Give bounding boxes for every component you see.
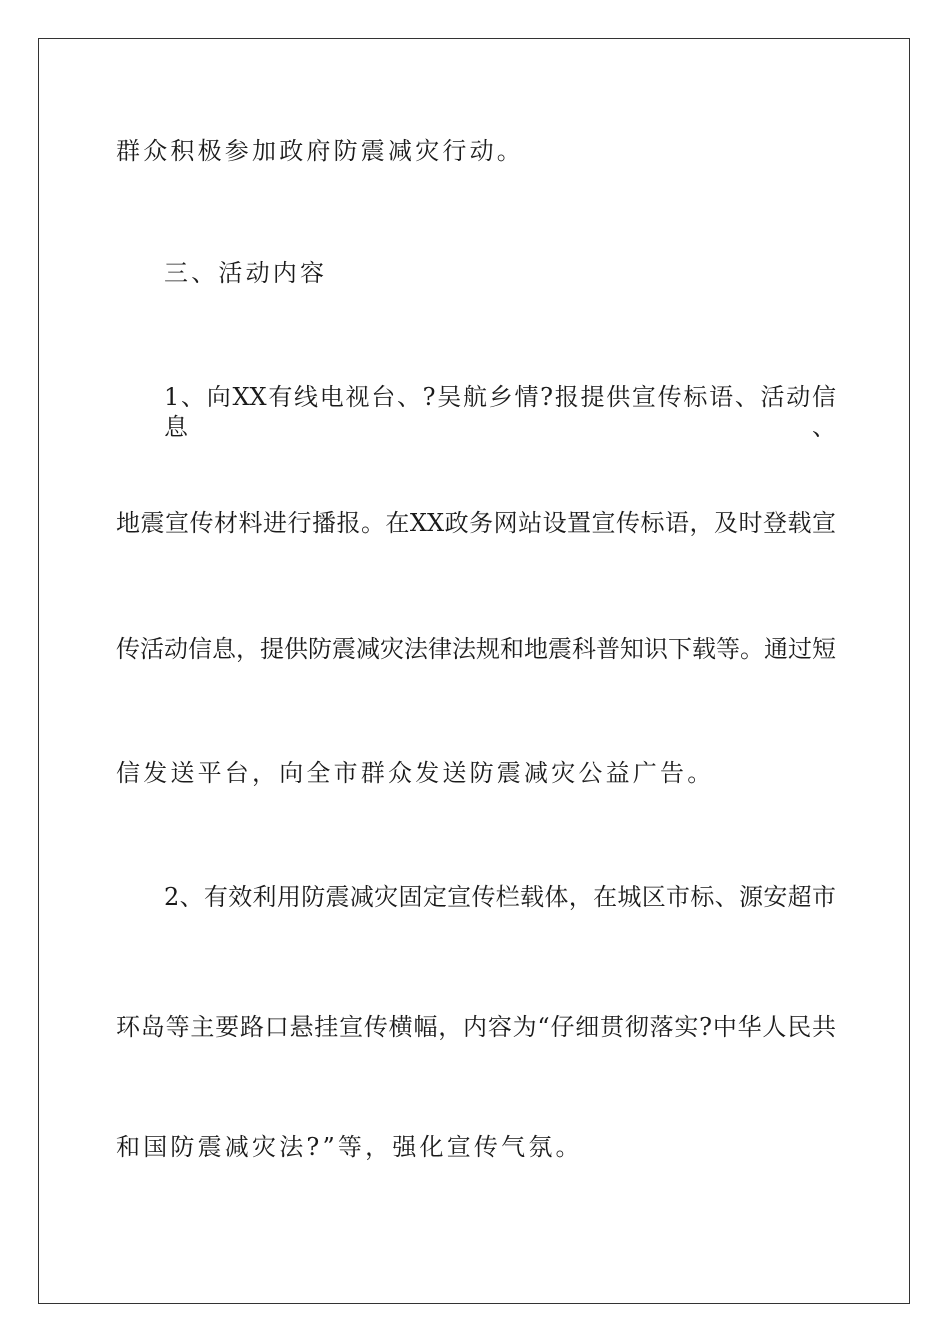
section-heading: 三、活动内容	[164, 259, 328, 287]
body-line: 群众积极参加政府防震减灾行动。	[116, 137, 524, 165]
body-line: 传活动信息，提供防震减灾法律法规和地震科普知识下载等。通过短	[116, 635, 836, 663]
body-line: 和国防震减灾法?”等，强化宣传气氛。	[116, 1133, 583, 1161]
body-line: 信发送平台，向全市群众发送防震减灾公益广告。	[116, 759, 715, 787]
body-line: 1、向XX有线电视台、?吴航乡情?报提供宣传标语、活动信息、	[164, 383, 836, 441]
body-line: 地震宣传材料进行播报。在XX政务网站设置宣传标语，及时登载宣	[116, 509, 836, 537]
body-line: 环岛等主要路口悬挂宣传横幅，内容为“仔细贯彻落实?中华人民共	[116, 1013, 836, 1041]
body-line: 2、有效利用防震减灾固定宣传栏载体，在城区市标、源安超市	[164, 883, 836, 911]
page-frame	[38, 38, 910, 1304]
